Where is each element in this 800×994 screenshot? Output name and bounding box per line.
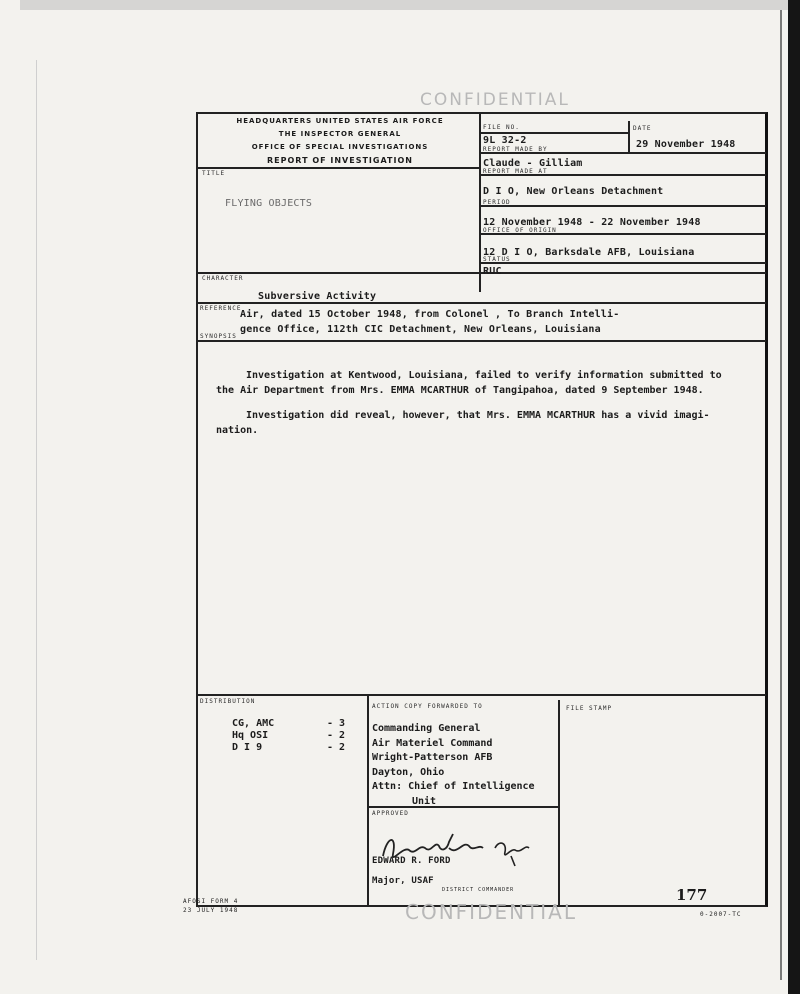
divider [558,700,560,907]
distribution-recipient: CG, AMC [232,718,275,729]
divider [367,696,369,907]
print-code: 0-2007-TC [700,911,742,918]
distribution-row [232,718,345,730]
file-no-label: FILE NO. [483,124,520,131]
divider [198,694,766,696]
form-number: AFOSI FORM 4 [183,898,239,905]
synopsis-paragraph-2 [216,408,710,438]
page-number: 177 [676,886,708,904]
scan-edge-left [36,60,37,960]
period-label: PERIOD [483,199,511,206]
header-line-2: THE INSPECTOR GENERAL [278,130,402,138]
reference-label: REFERENCE [200,305,242,312]
office-of-origin-label: OFFICE OF ORIGIN [483,227,557,234]
synopsis-line: the Air Department from Mrs. EMMA MCARTHUR of Tangipahoa, dated 9 September 1948. [216,385,704,396]
confidential-stamp-top: CONFIDENTIAL [420,90,570,110]
synopsis-label: SYNOPSIS [200,333,237,340]
report-made-at-value: D I O, New Orleans Detachment [483,186,664,197]
action-copy-label: ACTION COPY FORWARDED TO [372,703,483,710]
period-value: 12 November 1948 - 22 November 1948 [483,217,701,228]
reference-line-2: gence Office, 112th CIC Detachment, New Orleans, Louisiana [240,324,601,335]
header-line-3: OFFICE OF SPECIAL INVESTIGATIONS [251,143,429,151]
distribution-count: - 2 [327,730,346,741]
approved-label: APPROVED [372,810,409,817]
date-value: 29 November 1948 [636,139,736,150]
file-no-value: 9L 32-2 [483,135,527,146]
scan-edge-right [788,0,800,994]
distribution-list [232,718,345,754]
divider [198,302,766,304]
divider [479,132,628,134]
title-value: FLYING OBJECTS [225,198,313,209]
distribution-label: DISTRIBUTION [200,698,256,705]
header-line-4: REPORT OF INVESTIGATION [267,156,413,165]
district-commander-label: DISTRICT COMMANDER [442,887,515,893]
header-line-1: HEADQUARTERS UNITED STATES AIR FORCE [236,117,444,125]
synopsis-line: Investigation at Kentwood, Louisiana, failed to verify information submitted to [246,370,722,381]
date-label: DATE [633,125,652,132]
divider [198,167,479,169]
action-copy-list [372,722,535,809]
synopsis-line: Investigation did reveal, however, that Mrs. EMMA MCARTHUR has a vivid imagi- [246,410,710,421]
synopsis-paragraph-1 [216,368,722,398]
synopsis-line: nation. [216,425,259,436]
action-copy-line: Unit [412,795,437,807]
status-value: RUC [483,266,502,277]
distribution-recipient: Hq OSI [232,730,269,741]
distribution-recipient: D I 9 [232,742,263,753]
divider [479,114,481,292]
action-copy-line: Attn: Chief of Intelligence [372,781,535,792]
approver-rank: Major, USAF [372,876,434,886]
divider [198,272,766,274]
divider [479,262,766,264]
character-value: Subversive Activity [258,291,377,302]
report-made-by-label: REPORT MADE BY [483,146,548,153]
approver-name: EDWARD R. FORD [372,856,451,866]
form-date: 23 JULY 1948 [183,907,239,914]
distribution-row [232,742,345,754]
distribution-row [232,730,345,742]
confidential-stamp-bottom: CONFIDENTIAL [405,900,578,924]
divider [198,340,766,342]
scan-edge-top [20,0,790,10]
action-copy-line: Commanding General [372,723,481,734]
scan-edge-line [780,10,782,980]
status-label: STATUS [483,256,511,263]
report-made-at-label: REPORT MADE AT [483,168,548,175]
distribution-count: - 2 [327,742,346,753]
action-copy-line: Wright-Patterson AFB [372,752,493,763]
report-made-by-value: Claude - Gilliam [483,158,583,169]
file-stamp-label: FILE STAMP [566,705,613,712]
distribution-count: - 3 [327,718,346,729]
reference-line-1: Air, dated 15 October 1948, from Colonel , To Branch Intelli- [240,309,620,320]
action-copy-line: Dayton, Ohio [372,766,445,778]
action-copy-line: Air Materiel Command [372,737,493,749]
divider [628,121,630,153]
divider [479,205,766,207]
character-label: CHARACTER [202,275,244,282]
title-label: TITLE [202,170,226,177]
office-of-origin-value: 12 D I O, Barksdale AFB, Louisiana [483,247,695,258]
